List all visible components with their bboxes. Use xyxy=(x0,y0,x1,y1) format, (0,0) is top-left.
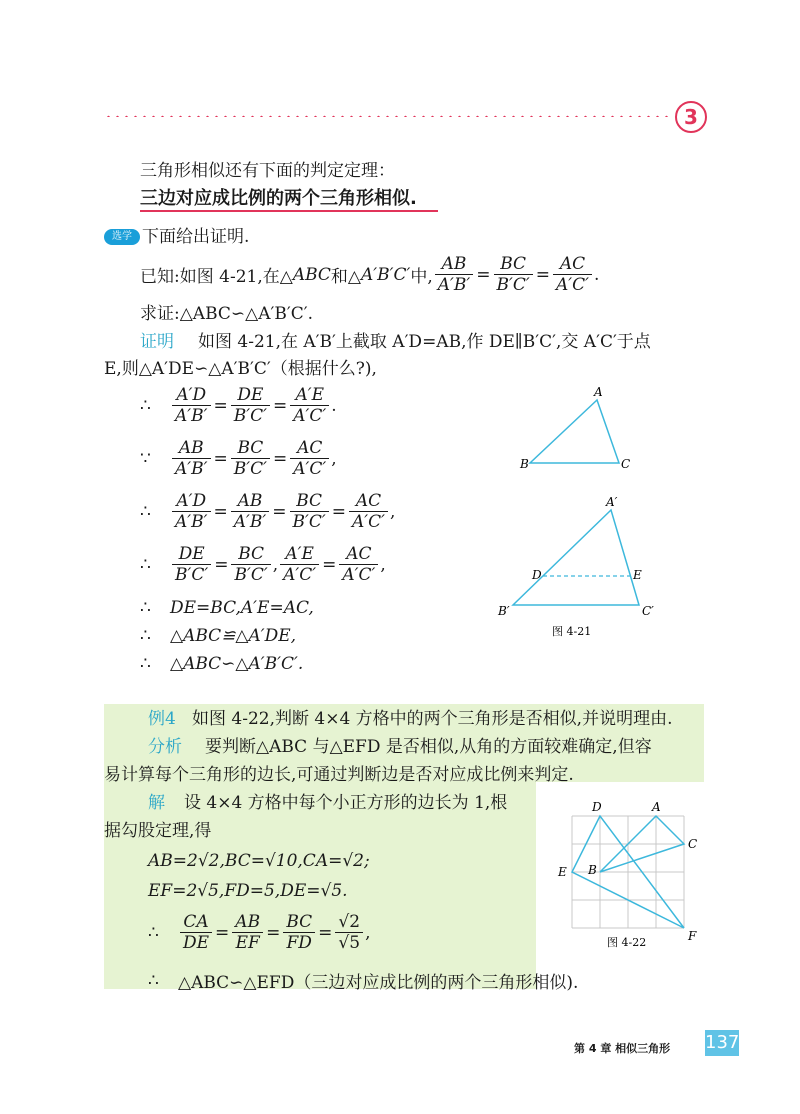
given-mid: 中, xyxy=(410,267,433,287)
label-A: A xyxy=(652,800,661,814)
intro-line: 三角形相似还有下面的判定定理： xyxy=(140,161,395,181)
chapter-marker: 3 xyxy=(675,101,707,133)
triangle-apbpcp xyxy=(513,510,639,605)
figure-4-22 xyxy=(552,798,712,958)
given-line: 已知:如图 4-21,在△ ABC 和△ A′B′C′ 中, $\frac{AB}{A'B'}$ = $\frac{BC}{B'C'}$ = $\frac{AC}{A'C'}$ . xyxy=(140,254,600,295)
solution-label: 解 xyxy=(148,793,165,813)
label-F: F xyxy=(688,929,697,943)
theorem-underline xyxy=(140,210,438,212)
label-D: D xyxy=(592,800,602,814)
proof-step-7: ∴ △ABC∽△A′B′C′. xyxy=(140,654,304,674)
triangle-abc xyxy=(530,400,619,463)
proof-line-1: 如图 4-21,在 A′B′上截取 A′D=AB,作 DE∥B′C′,交 A′C′于点 xyxy=(198,332,651,352)
given-abc: ABC xyxy=(292,264,331,285)
equation-1: AB=2√2,BC=√10,CA=√2; xyxy=(148,851,370,871)
conclusion-line: ∴ △ABC∽△EFD（三边对应成比例的两个三角形相似). xyxy=(148,970,579,993)
given-prefix: 已知:如图 4-21,在△ xyxy=(140,267,293,287)
given-frac-2: $\frac{BC}{B'C'}$ xyxy=(494,254,533,295)
header-dotted-rule xyxy=(104,115,669,117)
caption-4-21: 图 4-21 xyxy=(552,625,592,638)
optional-study-badge: 选学 xyxy=(104,229,140,245)
proof-step-3: ∴ $\frac{A'D}{A'B'}$ = $\frac{AB}{A'B'}$ = $\frac{BC}{B'C'}$ = $\frac{AC}{A'C'}$ , xyxy=(140,491,396,532)
analysis-label: 分析 xyxy=(148,737,182,757)
label-B: B xyxy=(520,457,529,471)
given-apbpcp: A′B′C′ xyxy=(360,264,411,285)
ratio-line: ∴ $\frac{CA}{DE}$ = $\frac{AB}{EF}$ = $\frac{BC}{FD}$ = $\frac{√2}{√5}$ , xyxy=(148,912,371,953)
proof-label: 证明 xyxy=(140,332,174,352)
prove-line: 求证:△ABC∽△A′B′C′. xyxy=(140,304,313,324)
label-Bp: B′ xyxy=(498,604,510,618)
label-D: D xyxy=(532,568,542,582)
theorem-text: 三边对应成比例的两个三角形相似. xyxy=(140,188,417,209)
proof-step-2: ∵ $\frac{AB}{A'B'}$ = $\frac{BC}{B'C'}$ = $\frac{AC}{A'C'}$ , xyxy=(140,438,337,479)
analysis-line-2: 易计算每个三角形的边长,可通过判断边是否对应成比例来判定. xyxy=(104,765,574,785)
figure-4-21 xyxy=(490,380,670,650)
given-frac-1: $\frac{AB}{A'B'}$ xyxy=(435,254,474,295)
proof-intro: 下面给出证明. xyxy=(142,227,250,247)
label-E: E xyxy=(633,568,642,582)
solution-line-2: 据勾股定理,得 xyxy=(104,821,212,841)
label-Cp: C′ xyxy=(642,604,654,618)
proof-step-6: ∴ △ABC≌△A′DE, xyxy=(140,626,297,646)
label-B: B xyxy=(588,863,597,877)
label-C: C xyxy=(621,457,631,471)
equation-2: EF=2√5,FD=5,DE=√5. xyxy=(148,881,348,901)
proof-step-4: ∴ $\frac{DE}{B'C'}$ = $\frac{BC}{B'C'}$ , $\frac{A'E}{A'C'}$ = $\frac{AC}{A'C'}$ , xyxy=(140,544,386,585)
page-number: 137 xyxy=(705,1030,739,1056)
proof-line-2: E,则△A′DE∽△A′B′C′（根据什么?), xyxy=(104,359,377,379)
given-frac-3: $\frac{AC}{A'C'}$ xyxy=(553,254,592,295)
footer-chapter: 第 4 章 相似三角形 xyxy=(574,1042,671,1055)
label-Ap: A′ xyxy=(606,495,618,509)
example-text: 如图 4-22,判断 4×4 方格中的两个三角形是否相似,并说明理由. xyxy=(192,709,673,729)
given-and: 和△ xyxy=(330,267,361,287)
solution-line-1: 设 4×4 方格中每个小正方形的边长为 1,根 xyxy=(184,793,508,813)
proof-step-1: ∴ $\frac{A'D}{A'B'}$ = $\frac{DE}{B'C'}$ = $\frac{A'E}{A'C'}$ . xyxy=(140,385,337,426)
proof-step-5: ∴ DE=BC,A′E=AC, xyxy=(140,598,314,618)
label-A: A xyxy=(594,385,603,399)
label-E: E xyxy=(558,865,567,879)
example-label: 例4 xyxy=(148,709,176,729)
caption-4-22: 图 4-22 xyxy=(607,936,647,949)
analysis-line-1: 要判断△ABC 与△EFD 是否相似,从角的方面较难确定,但容 xyxy=(205,737,652,757)
label-C: C xyxy=(688,837,698,851)
